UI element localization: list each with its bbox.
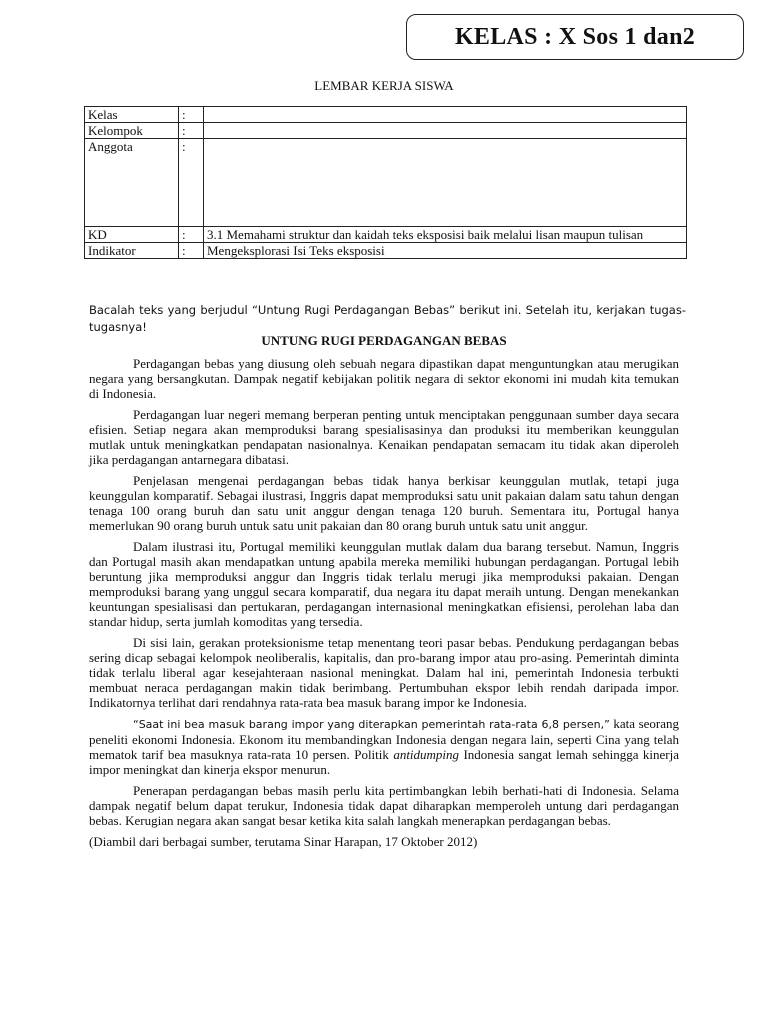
table-row [85, 123, 687, 139]
paragraph-text: kata seorang peneliti ekonomi Indonesia. Ekonom itu membandingkan Indonesia dengan negara lain, seperti Cina yang telah mematok tarif bea masuknya rata-rata 10 persen. Politik [89, 716, 679, 762]
instruction-text: Bacalah teks yang berjudul “Untung Rugi Perdagangan Bebas” berikut ini. Setelah itu, kerjakan tugas-tugasnya! [89, 303, 686, 334]
kd-value: 3.1 Memahami struktur dan kaidah teks eksposisi baik melalui lisan maupun tulisan [204, 227, 687, 243]
article-title: UNTUNG RUGI PERDAGANGAN BEBAS [261, 333, 507, 348]
class-label-box: KELAS : X Sos 1 dan2 [406, 14, 744, 60]
colon: : [179, 107, 204, 123]
kelompok-value-field[interactable] [204, 123, 687, 139]
worksheet-title: LEMBAR KERJA SISWA [314, 78, 454, 93]
kelas-value-field[interactable] [204, 107, 687, 123]
article-paragraph: Di sisi lain, gerakan proteksionisme tetap menentang teori pasar bebas. Pendukung perdagangan bebas sering dicap sebagai kelompok neoliberalis, kapitalis, dan pro-barang impor atau pro-asing. Pemerintah diminta tidak terlalu liberal agar kesejahteraan nasional meningkat. Dalam hal ini, pemerintah Indonesia terbukti membuat neraca perdagangan makin tidak berimbang. Pertumbuhan ekspor lebih rendah daripada impor. Indikatornya terlihat dari rendahnya rata-rata bea masuk barang impor ke Indonesia. [89, 635, 679, 710]
article-paragraph: Perdagangan luar negeri memang berperan penting untuk menciptakan penggunaan sumber daya secara efisien. Setiap negara akan memproduksi barang spesialisasinya dan produksi itu memberikan keunggulan mutlak untuk meningkatkan pendapatan nasionalnya. Kenaikan pendapatan semacam itu tidak akan diperoleh jika perdagangan antarnegara dibatasi. [89, 407, 679, 467]
article-paragraph [89, 716, 679, 777]
paragraph-text: Indonesia sangat lemah sehingga kinerja impor meningkat dan kinerja ekspor menurun. [89, 747, 679, 777]
colon: : [179, 227, 204, 243]
article-paragraph: Penjelasan mengenai perdagangan bebas tidak hanya berkisar keunggulan mutlak, tetapi juga keunggulan komparatif. Sebagai ilustrasi, Inggris dapat memproduksi satu unit pakaian dalam satu tahun dengan tenaga 100 orang buruh dan satu unit anggur dengan tenaga 120 buruh. Sementara itu, Portugal hanya memerlukan 90 orang buruh untuk satu unit pakaian dan 80 orang buruh untuk satu unit anggur. [89, 473, 679, 533]
colon: : [179, 139, 204, 227]
article-paragraph: Penerapan perdagangan bebas masih perlu kita pertimbangkan lebih berhati-hati di Indonesia. Selama dampak negatif belum dapat terukur, Indonesia tidak dapat diharapkan memperoleh untung dari perdagangan bebas. Kerugian negara akan sangat besar ketika kita salah langkah menerapkan perdagangan bebas. [89, 783, 679, 828]
table-row [85, 243, 687, 259]
source-citation: (Diambil dari berbagai sumber, terutama Sinar Harapan, 17 Oktober 2012) [89, 834, 478, 849]
article-paragraph: Dalam ilustrasi itu, Portugal memiliki keunggulan mutlak dalam dua barang tersebut. Namun, Inggris dan Portugal masih akan mendapatkan untung apabila mereka memiliki hubungan perdagangan. Portugal lebih beruntung jika memproduksi anggur dan Inggris tidak terlalu merugi jika memproduksi pakaian. Dengan memproduksi barang yang unggul secara komparatif, dua negara itu dapat meraih untung. Dengan menekankan keuntungan spesialisasi dan pertukaran, perdagangan internasional meningkatkan efisiensi, perolehan laba dan standar hidup, serta jumlah komoditas yang tersedia. [89, 539, 679, 629]
table-row [85, 227, 687, 243]
colon: : [179, 123, 204, 139]
anggota-label: Anggota [85, 139, 179, 227]
quote-text: “Saat ini bea masuk barang impor yang diterapkan pemerintah rata-rata 6,8 persen,” [133, 718, 610, 731]
colon: : [179, 243, 204, 259]
indikator-label: Indikator [85, 243, 179, 259]
table-row [85, 107, 687, 123]
student-info-table [84, 106, 687, 259]
kelas-label: Kelas [85, 107, 179, 123]
article-paragraph: Perdagangan bebas yang diusung oleh sebuah negara dipastikan dapat menguntungkan atau merugikan negara yang bersangkutan. Dampak negatif kebijakan politik negara di sektor ekonomi ini mudah kita temukan di Indonesia. [89, 356, 679, 401]
table-row [85, 139, 687, 227]
anggota-value-field[interactable] [204, 139, 687, 227]
article-body [89, 356, 679, 855]
kelompok-label: Kelompok [85, 123, 179, 139]
kd-label: KD [85, 227, 179, 243]
italic-term: antidumping [393, 747, 460, 762]
indikator-value: Mengeksplorasi Isi Teks eksposisi [204, 243, 687, 259]
